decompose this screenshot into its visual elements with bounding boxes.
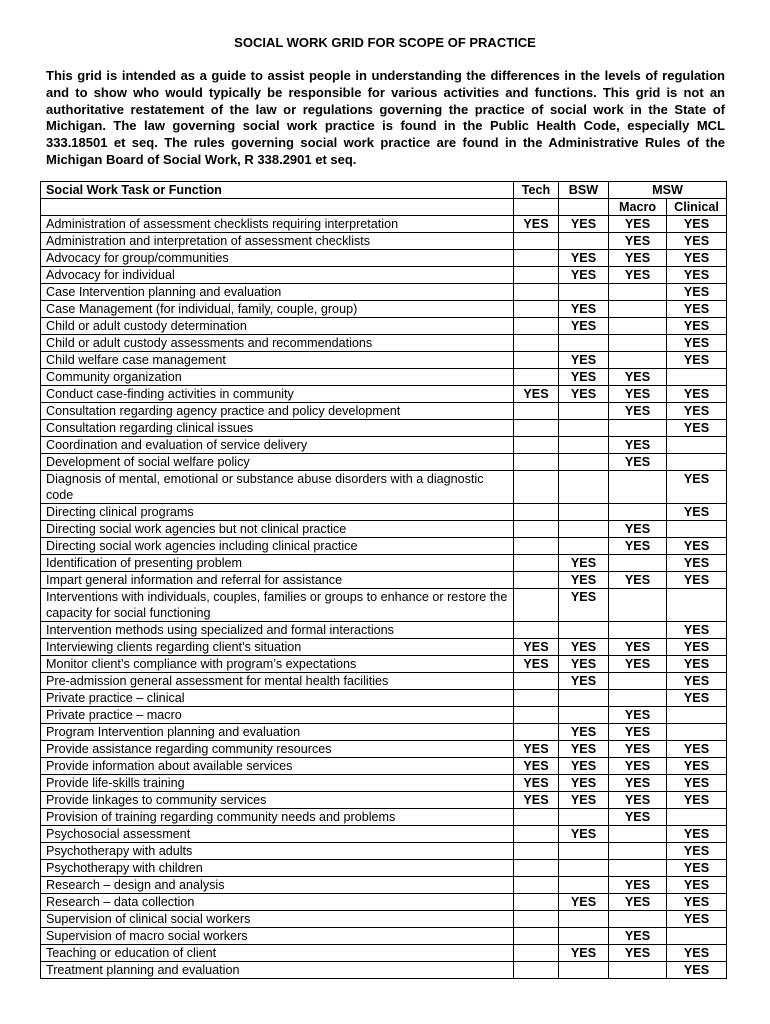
tech-cell bbox=[514, 894, 559, 911]
task-cell: Provide linkages to community services bbox=[41, 792, 514, 809]
tech-cell bbox=[514, 267, 559, 284]
macro-cell: YES bbox=[609, 775, 667, 792]
table-row bbox=[41, 267, 727, 284]
tech-cell bbox=[514, 420, 559, 437]
table-row bbox=[41, 318, 727, 335]
bsw-cell: YES bbox=[559, 639, 609, 656]
task-cell: Identification of presenting problem bbox=[41, 555, 514, 572]
table-row bbox=[41, 504, 727, 521]
bsw-cell bbox=[559, 335, 609, 352]
tech-cell bbox=[514, 521, 559, 538]
task-cell: Provision of training regarding community needs and problems bbox=[41, 809, 514, 826]
header-task: Social Work Task or Function bbox=[41, 182, 514, 199]
macro-cell: YES bbox=[609, 707, 667, 724]
clinical-cell: YES bbox=[667, 352, 727, 369]
macro-cell bbox=[609, 826, 667, 843]
tech-cell bbox=[514, 572, 559, 589]
tech-cell bbox=[514, 826, 559, 843]
tech-cell bbox=[514, 945, 559, 962]
table-row bbox=[41, 928, 727, 945]
clinical-cell: YES bbox=[667, 741, 727, 758]
macro-cell bbox=[609, 962, 667, 979]
tech-cell bbox=[514, 369, 559, 386]
bsw-cell bbox=[559, 877, 609, 894]
clinical-cell: YES bbox=[667, 673, 727, 690]
grid-body bbox=[41, 216, 727, 979]
clinical-cell: YES bbox=[667, 826, 727, 843]
task-cell: Conduct case-finding activities in community bbox=[41, 386, 514, 403]
table-row bbox=[41, 454, 727, 471]
clinical-cell: YES bbox=[667, 233, 727, 250]
intro-paragraph: This grid is intended as a guide to assist people in understanding the differences in the levels of regulation and to show who would typically be responsible for various activities and functions. This grid is not an authoritative restatement of the law or regulations governing the practice of social work in the State of Michigan. The law governing social work practice is found in the Public Health Code, especially MCL 333.18501 et seq. The rules governing social work practice are found in the Administrative Rules of the Michigan Board of Social Work, R 338.2901 et seq. bbox=[46, 68, 725, 167]
tech-cell bbox=[514, 860, 559, 877]
tech-cell bbox=[514, 454, 559, 471]
bsw-cell bbox=[559, 962, 609, 979]
table-row bbox=[41, 622, 727, 639]
table-row bbox=[41, 826, 727, 843]
clinical-cell: YES bbox=[667, 894, 727, 911]
macro-cell bbox=[609, 301, 667, 318]
macro-cell: YES bbox=[609, 437, 667, 454]
bsw-cell: YES bbox=[559, 318, 609, 335]
task-cell: Supervision of macro social workers bbox=[41, 928, 514, 945]
macro-cell bbox=[609, 860, 667, 877]
task-cell: Intervention methods using specialized and formal interactions bbox=[41, 622, 514, 639]
tech-cell bbox=[514, 301, 559, 318]
task-cell: Coordination and evaluation of service delivery bbox=[41, 437, 514, 454]
task-cell: Directing social work agencies including clinical practice bbox=[41, 538, 514, 555]
macro-cell bbox=[609, 843, 667, 860]
tech-cell bbox=[514, 403, 559, 420]
bsw-cell: YES bbox=[559, 301, 609, 318]
clinical-cell bbox=[667, 707, 727, 724]
bsw-cell: YES bbox=[559, 792, 609, 809]
clinical-cell: YES bbox=[667, 860, 727, 877]
table-row bbox=[41, 724, 727, 741]
tech-cell bbox=[514, 284, 559, 301]
table-row bbox=[41, 352, 727, 369]
macro-cell bbox=[609, 471, 667, 504]
table-row bbox=[41, 437, 727, 454]
subheader-blank bbox=[559, 199, 609, 216]
clinical-cell bbox=[667, 809, 727, 826]
clinical-cell: YES bbox=[667, 911, 727, 928]
table-row bbox=[41, 673, 727, 690]
table-row bbox=[41, 911, 727, 928]
bsw-cell bbox=[559, 690, 609, 707]
bsw-cell: YES bbox=[559, 945, 609, 962]
table-row bbox=[41, 690, 727, 707]
macro-cell: YES bbox=[609, 454, 667, 471]
task-cell: Administration of assessment checklists requiring interpretation bbox=[41, 216, 514, 233]
macro-cell: YES bbox=[609, 809, 667, 826]
task-cell: Administration and interpretation of assessment checklists bbox=[41, 233, 514, 250]
task-cell: Research – data collection bbox=[41, 894, 514, 911]
macro-cell bbox=[609, 673, 667, 690]
header-msw: MSW bbox=[609, 182, 727, 199]
bsw-cell bbox=[559, 843, 609, 860]
macro-cell bbox=[609, 420, 667, 437]
macro-cell bbox=[609, 911, 667, 928]
macro-cell bbox=[609, 589, 667, 622]
macro-cell bbox=[609, 352, 667, 369]
bsw-cell bbox=[559, 911, 609, 928]
bsw-cell: YES bbox=[559, 250, 609, 267]
macro-cell: YES bbox=[609, 758, 667, 775]
task-cell: Provide information about available services bbox=[41, 758, 514, 775]
table-row bbox=[41, 741, 727, 758]
clinical-cell: YES bbox=[667, 318, 727, 335]
task-cell: Community organization bbox=[41, 369, 514, 386]
bsw-cell: YES bbox=[559, 386, 609, 403]
clinical-cell: YES bbox=[667, 877, 727, 894]
macro-cell: YES bbox=[609, 639, 667, 656]
bsw-cell: YES bbox=[559, 656, 609, 673]
macro-cell bbox=[609, 284, 667, 301]
macro-cell: YES bbox=[609, 572, 667, 589]
tech-cell: YES bbox=[514, 792, 559, 809]
bsw-cell: YES bbox=[559, 894, 609, 911]
task-cell: Child or adult custody assessments and recommendations bbox=[41, 335, 514, 352]
table-row bbox=[41, 639, 727, 656]
task-cell: Provide assistance regarding community resources bbox=[41, 741, 514, 758]
header-row bbox=[41, 182, 727, 199]
clinical-cell: YES bbox=[667, 504, 727, 521]
bsw-cell bbox=[559, 284, 609, 301]
clinical-cell: YES bbox=[667, 335, 727, 352]
clinical-cell bbox=[667, 724, 727, 741]
task-cell: Psychosocial assessment bbox=[41, 826, 514, 843]
task-cell: Teaching or education of client bbox=[41, 945, 514, 962]
macro-cell: YES bbox=[609, 928, 667, 945]
tech-cell: YES bbox=[514, 639, 559, 656]
task-cell: Supervision of clinical social workers bbox=[41, 911, 514, 928]
clinical-cell bbox=[667, 454, 727, 471]
tech-cell bbox=[514, 962, 559, 979]
task-cell: Psychotherapy with children bbox=[41, 860, 514, 877]
table-row bbox=[41, 775, 727, 792]
table-row bbox=[41, 369, 727, 386]
macro-cell bbox=[609, 335, 667, 352]
table-row bbox=[41, 471, 727, 504]
clinical-cell: YES bbox=[667, 639, 727, 656]
task-cell: Monitor client’s compliance with program’s expectations bbox=[41, 656, 514, 673]
table-row bbox=[41, 860, 727, 877]
bsw-cell: YES bbox=[559, 352, 609, 369]
macro-cell bbox=[609, 318, 667, 335]
task-cell: Directing social work agencies but not clinical practice bbox=[41, 521, 514, 538]
subheader-row bbox=[41, 199, 727, 216]
table-row bbox=[41, 843, 727, 860]
page-title: SOCIAL WORK GRID FOR SCOPE OF PRACTICE bbox=[234, 35, 536, 50]
task-cell: Development of social welfare policy bbox=[41, 454, 514, 471]
macro-cell bbox=[609, 555, 667, 572]
tech-cell bbox=[514, 233, 559, 250]
task-cell: Child or adult custody determination bbox=[41, 318, 514, 335]
bsw-cell: YES bbox=[559, 758, 609, 775]
clinical-cell: YES bbox=[667, 555, 727, 572]
tech-cell: YES bbox=[514, 656, 559, 673]
tech-cell bbox=[514, 911, 559, 928]
macro-cell: YES bbox=[609, 538, 667, 555]
bsw-cell bbox=[559, 707, 609, 724]
bsw-cell: YES bbox=[559, 267, 609, 284]
table-row bbox=[41, 962, 727, 979]
bsw-cell bbox=[559, 860, 609, 877]
clinical-cell: YES bbox=[667, 538, 727, 555]
tech-cell bbox=[514, 673, 559, 690]
clinical-cell: YES bbox=[667, 656, 727, 673]
clinical-cell bbox=[667, 437, 727, 454]
table-row bbox=[41, 792, 727, 809]
table-row bbox=[41, 758, 727, 775]
tech-cell bbox=[514, 335, 559, 352]
clinical-cell bbox=[667, 589, 727, 622]
macro-cell: YES bbox=[609, 741, 667, 758]
bsw-cell bbox=[559, 420, 609, 437]
task-cell: Interviewing clients regarding client’s situation bbox=[41, 639, 514, 656]
task-cell: Advocacy for group/communities bbox=[41, 250, 514, 267]
tech-cell bbox=[514, 352, 559, 369]
macro-cell: YES bbox=[609, 250, 667, 267]
table-row bbox=[41, 386, 727, 403]
tech-cell bbox=[514, 437, 559, 454]
table-row bbox=[41, 945, 727, 962]
tech-cell bbox=[514, 504, 559, 521]
table-row bbox=[41, 572, 727, 589]
tech-cell bbox=[514, 622, 559, 639]
clinical-cell: YES bbox=[667, 690, 727, 707]
tech-cell bbox=[514, 690, 559, 707]
macro-cell: YES bbox=[609, 233, 667, 250]
task-cell: Treatment planning and evaluation bbox=[41, 962, 514, 979]
task-cell: Consultation regarding clinical issues bbox=[41, 420, 514, 437]
tech-cell bbox=[514, 589, 559, 622]
macro-cell bbox=[609, 622, 667, 639]
macro-cell: YES bbox=[609, 945, 667, 962]
task-cell: Research – design and analysis bbox=[41, 877, 514, 894]
task-cell: Directing clinical programs bbox=[41, 504, 514, 521]
task-cell: Interventions with individuals, couples, families or groups to enhance or restore the capacity for social functioning bbox=[41, 589, 514, 622]
task-cell: Case Management (for individual, family, couple, group) bbox=[41, 301, 514, 318]
bsw-cell bbox=[559, 928, 609, 945]
bsw-cell: YES bbox=[559, 826, 609, 843]
task-cell: Impart general information and referral for assistance bbox=[41, 572, 514, 589]
bsw-cell bbox=[559, 233, 609, 250]
macro-cell bbox=[609, 690, 667, 707]
clinical-cell: YES bbox=[667, 962, 727, 979]
tech-cell bbox=[514, 471, 559, 504]
bsw-cell bbox=[559, 403, 609, 420]
bsw-cell bbox=[559, 521, 609, 538]
macro-cell: YES bbox=[609, 521, 667, 538]
table-row bbox=[41, 403, 727, 420]
task-cell: Private practice – macro bbox=[41, 707, 514, 724]
table-row bbox=[41, 250, 727, 267]
tech-cell bbox=[514, 707, 559, 724]
table-row bbox=[41, 233, 727, 250]
macro-cell: YES bbox=[609, 267, 667, 284]
bsw-cell: YES bbox=[559, 369, 609, 386]
task-cell: Pre-admission general assessment for mental health facilities bbox=[41, 673, 514, 690]
tech-cell bbox=[514, 318, 559, 335]
bsw-cell bbox=[559, 538, 609, 555]
header-tech: Tech bbox=[514, 182, 559, 199]
bsw-cell: YES bbox=[559, 673, 609, 690]
tech-cell bbox=[514, 877, 559, 894]
clinical-cell: YES bbox=[667, 250, 727, 267]
tech-cell bbox=[514, 724, 559, 741]
table-row bbox=[41, 894, 727, 911]
table-row bbox=[41, 656, 727, 673]
table-row bbox=[41, 335, 727, 352]
task-cell: Advocacy for individual bbox=[41, 267, 514, 284]
bsw-cell: YES bbox=[559, 589, 609, 622]
table-row bbox=[41, 284, 727, 301]
tech-cell: YES bbox=[514, 775, 559, 792]
clinical-cell bbox=[667, 369, 727, 386]
table-row bbox=[41, 521, 727, 538]
bsw-cell bbox=[559, 471, 609, 504]
table-row bbox=[41, 301, 727, 318]
bsw-cell: YES bbox=[559, 572, 609, 589]
clinical-cell: YES bbox=[667, 775, 727, 792]
macro-cell: YES bbox=[609, 792, 667, 809]
table-row bbox=[41, 555, 727, 572]
tech-cell bbox=[514, 928, 559, 945]
task-cell: Provide life-skills training bbox=[41, 775, 514, 792]
bsw-cell bbox=[559, 437, 609, 454]
task-cell: Consultation regarding agency practice and policy development bbox=[41, 403, 514, 420]
clinical-cell: YES bbox=[667, 572, 727, 589]
bsw-cell: YES bbox=[559, 216, 609, 233]
task-cell: Program Intervention planning and evaluation bbox=[41, 724, 514, 741]
tech-cell bbox=[514, 538, 559, 555]
table-row bbox=[41, 809, 727, 826]
clinical-cell: YES bbox=[667, 758, 727, 775]
bsw-cell bbox=[559, 504, 609, 521]
clinical-cell: YES bbox=[667, 622, 727, 639]
clinical-cell: YES bbox=[667, 386, 727, 403]
clinical-cell: YES bbox=[667, 471, 727, 504]
macro-cell: YES bbox=[609, 403, 667, 420]
tech-cell: YES bbox=[514, 216, 559, 233]
table-row bbox=[41, 877, 727, 894]
tech-cell bbox=[514, 809, 559, 826]
clinical-cell: YES bbox=[667, 403, 727, 420]
clinical-cell: YES bbox=[667, 843, 727, 860]
macro-cell: YES bbox=[609, 656, 667, 673]
clinical-cell: YES bbox=[667, 945, 727, 962]
clinical-cell: YES bbox=[667, 420, 727, 437]
scope-grid-table bbox=[40, 181, 727, 979]
clinical-cell: YES bbox=[667, 301, 727, 318]
macro-cell: YES bbox=[609, 877, 667, 894]
header-macro: Macro bbox=[609, 199, 667, 216]
table-row bbox=[41, 589, 727, 622]
task-cell: Diagnosis of mental, emotional or substance abuse disorders with a diagnostic code bbox=[41, 471, 514, 504]
task-cell: Child welfare case management bbox=[41, 352, 514, 369]
macro-cell: YES bbox=[609, 386, 667, 403]
bsw-cell bbox=[559, 454, 609, 471]
tech-cell: YES bbox=[514, 386, 559, 403]
tech-cell: YES bbox=[514, 741, 559, 758]
bsw-cell: YES bbox=[559, 555, 609, 572]
clinical-cell: YES bbox=[667, 216, 727, 233]
clinical-cell bbox=[667, 521, 727, 538]
macro-cell: YES bbox=[609, 369, 667, 386]
subheader-blank bbox=[514, 199, 559, 216]
tech-cell bbox=[514, 555, 559, 572]
bsw-cell bbox=[559, 809, 609, 826]
bsw-cell: YES bbox=[559, 724, 609, 741]
bsw-cell: YES bbox=[559, 741, 609, 758]
table-row bbox=[41, 707, 727, 724]
macro-cell: YES bbox=[609, 724, 667, 741]
bsw-cell bbox=[559, 622, 609, 639]
clinical-cell: YES bbox=[667, 267, 727, 284]
tech-cell: YES bbox=[514, 758, 559, 775]
task-cell: Private practice – clinical bbox=[41, 690, 514, 707]
tech-cell bbox=[514, 843, 559, 860]
bsw-cell: YES bbox=[559, 775, 609, 792]
macro-cell: YES bbox=[609, 216, 667, 233]
header-clinical: Clinical bbox=[667, 199, 727, 216]
macro-cell: YES bbox=[609, 894, 667, 911]
table-row bbox=[41, 538, 727, 555]
clinical-cell: YES bbox=[667, 792, 727, 809]
task-cell: Psychotherapy with adults bbox=[41, 843, 514, 860]
table-row bbox=[41, 216, 727, 233]
clinical-cell bbox=[667, 928, 727, 945]
header-bsw: BSW bbox=[559, 182, 609, 199]
table-row bbox=[41, 420, 727, 437]
tech-cell bbox=[514, 250, 559, 267]
task-cell: Case Intervention planning and evaluation bbox=[41, 284, 514, 301]
clinical-cell: YES bbox=[667, 284, 727, 301]
subheader-blank bbox=[41, 199, 514, 216]
macro-cell bbox=[609, 504, 667, 521]
